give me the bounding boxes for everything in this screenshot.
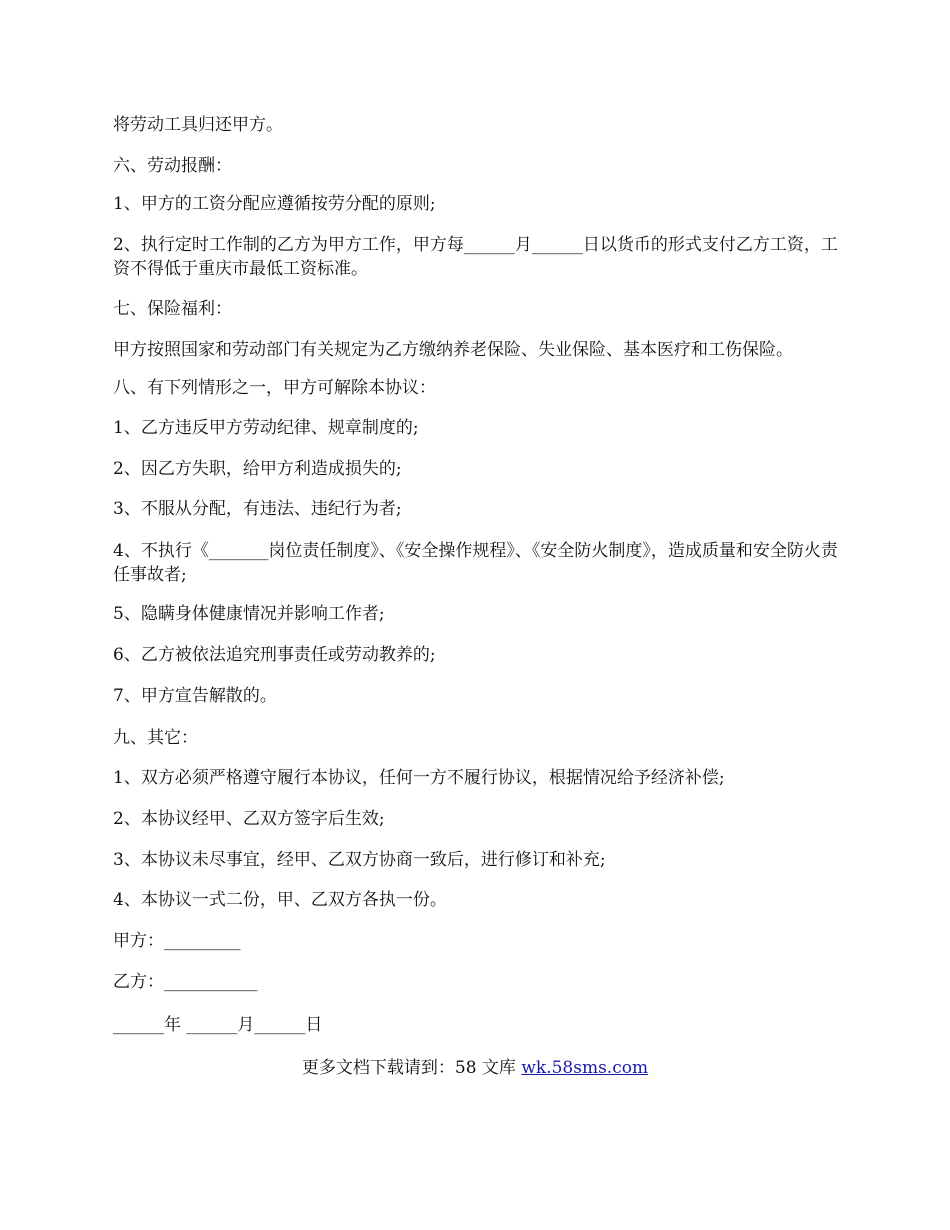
signature-party-b: 乙方：___________ <box>113 972 258 992</box>
paragraph: 2、本协议经甲、乙双方签字后生效; <box>113 809 385 829</box>
paragraph: 2、执行定时工作制的乙方为甲方工作，甲方每______月______日以货币的形式支付乙方工资，工资不得低于重庆市最低工资标准。 <box>113 235 838 279</box>
paragraph: 2、因乙方失职，给甲方利造成损失的; <box>113 459 402 479</box>
section-heading-remuneration: 六、劳动报酬： <box>113 156 232 176</box>
signature-party-a: 甲方：_________ <box>113 931 241 951</box>
paragraph: 1、甲方的工资分配应遵循按劳分配的原则; <box>113 194 436 214</box>
paragraph: 5、隐瞒身体健康情况并影响工作者; <box>113 604 385 624</box>
paragraph: 1、双方必须严格遵守履行本协议，任何一方不履行协议，根据情况给予经济补偿; <box>113 768 725 788</box>
footer-link[interactable]: wk.58sms.com <box>521 1058 649 1078</box>
section-heading-termination: 八、有下列情形之一，甲方可解除本协议： <box>113 378 436 398</box>
paragraph: 4、不执行《_______岗位责任制度》、《安全操作规程》、《安全防火制度》，造成质量和安全防火责任事故者; <box>113 541 838 585</box>
section-heading-other: 九、其它： <box>113 728 198 748</box>
footer-text: 更多文档下载请到：58 文库 <box>301 1058 522 1078</box>
footer <box>0 1056 950 1080</box>
paragraph: 6、乙方被依法追究刑事责任或劳动教养的; <box>113 645 436 665</box>
paragraph: 7、甲方宣告解散的。 <box>113 686 277 706</box>
paragraph: 1、乙方违反甲方劳动纪律、规章制度的; <box>113 418 419 438</box>
section-heading-insurance: 七、保险福利： <box>113 299 232 319</box>
paragraph: 4、本协议一式二份，甲、乙双方各执一份。 <box>113 890 447 910</box>
paragraph: 甲方按照国家和劳动部门有关规定为乙方缴纳养老保险、失业保险、基本医疗和工伤保险。 <box>113 340 793 360</box>
paragraph: 将劳动工具归还甲方。 <box>113 115 283 135</box>
signature-date: ______年 ______月______日 <box>113 1015 323 1035</box>
paragraph: 3、不服从分配，有违法、违纪行为者; <box>113 499 402 519</box>
paragraph: 3、本协议未尽事宜，经甲、乙双方协商一致后，进行修订和补充; <box>113 850 606 870</box>
